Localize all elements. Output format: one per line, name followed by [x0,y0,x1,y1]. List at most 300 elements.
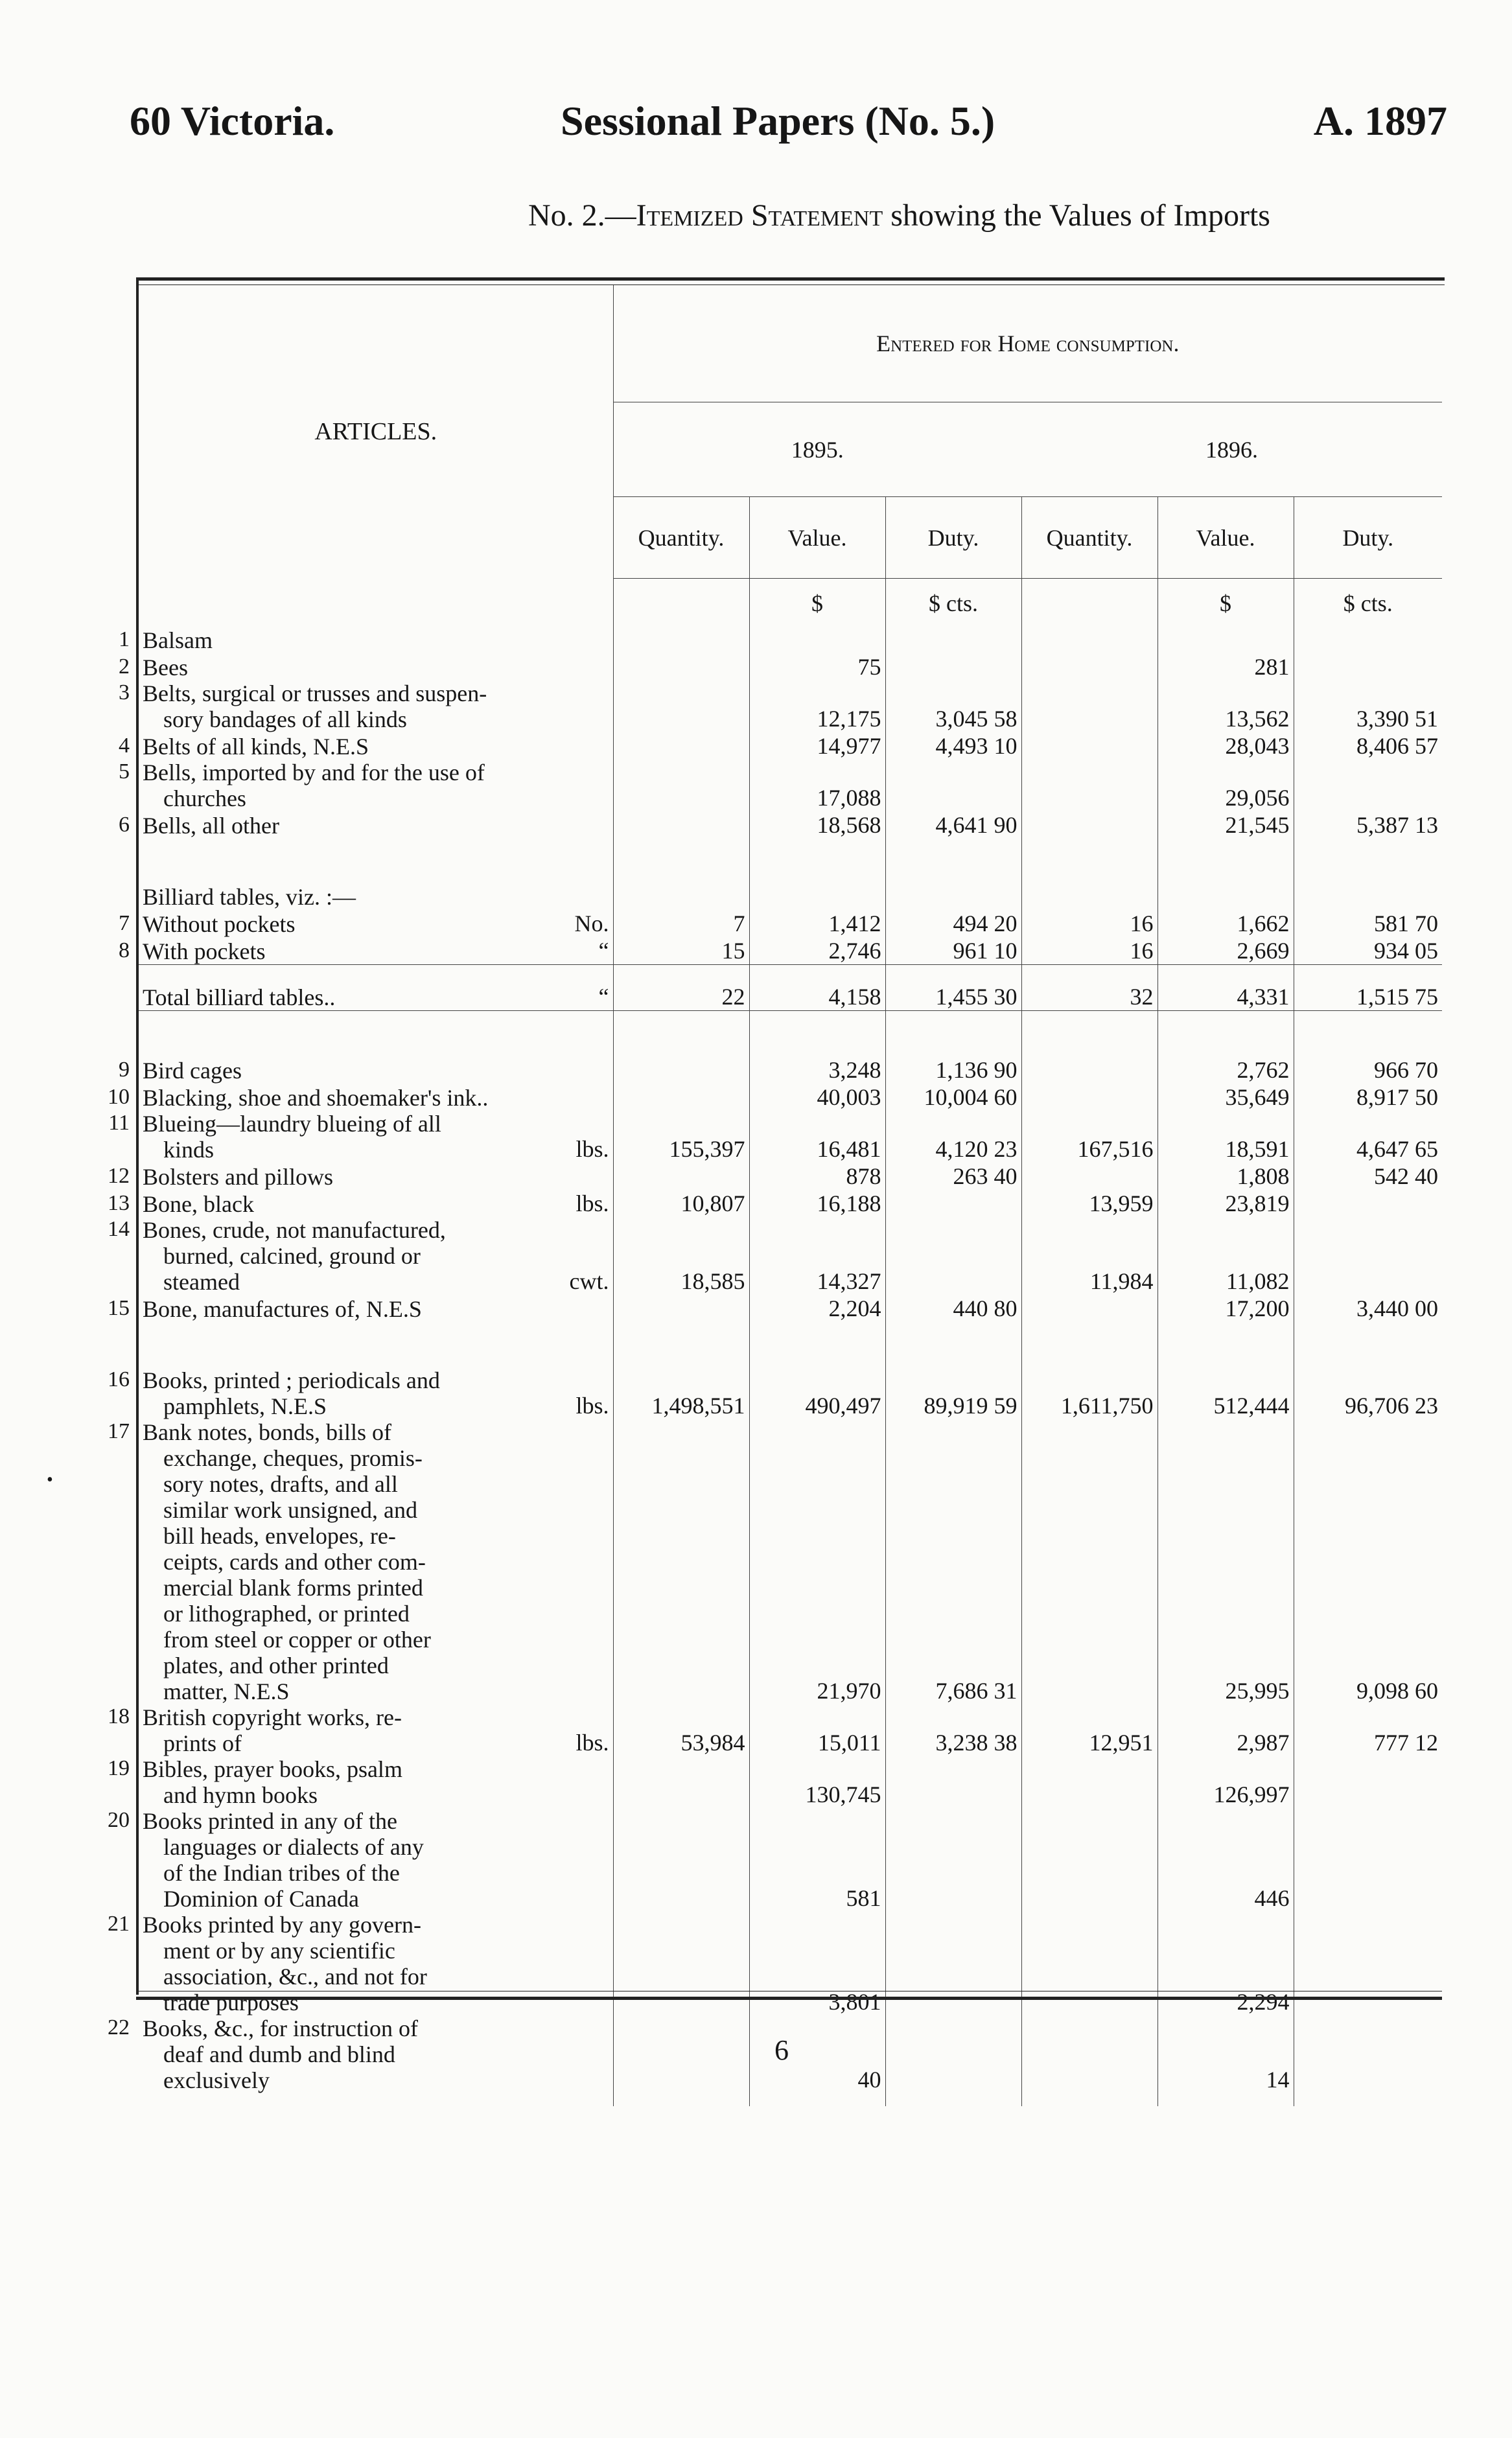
table-row [139,884,1442,910]
article-line: sory notes, drafts, and all [163,1471,398,1497]
row-number: 14 [108,1217,130,1241]
table-row [139,1808,1442,1912]
article-line: and hymn books [163,1782,318,1808]
cell-d96: 3,390 51 [1356,706,1439,732]
article-unit [541,653,613,680]
cell-v95: 581 [749,1808,885,1912]
article-name [139,1295,541,1322]
table-row [139,653,1442,680]
article-line: With pockets [143,938,266,964]
page-subtitle [528,198,1270,233]
article-line: prints of [163,1730,242,1756]
table-row [139,1190,1442,1217]
cell-q96 [1021,1056,1157,1084]
cell-d95 [885,653,1021,680]
margin-bullet-icon: • [47,1470,53,1490]
table-row [139,2015,1442,2093]
cell-d95 [885,1217,1021,1295]
article-unit: “ [541,937,613,965]
cell-v95: 40 [749,2015,885,2093]
cell-d95 [885,1756,1021,1808]
cell-v96: 126,997 [1157,1756,1294,1808]
table-row [139,811,1442,839]
cell-q95 [613,1295,749,1322]
cell-q95 [613,2015,749,2093]
article-line: exclusively [163,2067,270,2093]
article-line: Books printed in any of the [143,1808,397,1834]
table-row [139,732,1442,760]
unit-duty-1895: $ cts. [885,579,1021,628]
article-line: Bolsters and pillows [143,1164,333,1190]
cell-q96 [1021,680,1157,732]
row-number: 10 [108,1085,130,1109]
imports-table [139,285,1442,2106]
cell-v96: 28,043 [1157,732,1294,760]
article-name [139,1190,541,1217]
article-unit: lbs. [541,1367,613,1419]
article-line: of the Indian tribes of the [163,1860,400,1886]
article-line: trade purposes [163,1990,299,2015]
cell-q96 [1021,732,1157,760]
article-line: Bone, manufactures of, N.E.S [143,1296,422,1322]
cell-d95: 3,045 58 [885,680,1021,732]
article-line: pamphlets, N.E.S [163,1393,327,1419]
article-name [139,1704,541,1756]
cell-d95: 961 10 [885,937,1021,965]
row-number: 21 [108,1912,130,1936]
article-line: Total billiard tables.. [143,984,336,1010]
page-number: 6 [774,2034,789,2066]
article-line: Blacking, shoe and shoemaker's ink.. [143,1085,489,1111]
cell-q95 [613,627,749,653]
article-line: steamed [163,1269,240,1295]
article-line: Without pockets [143,911,296,937]
cell-q96 [1021,653,1157,680]
table-row [139,627,1442,653]
table-row [139,1912,1442,2015]
table-row [139,680,1442,732]
article-name [139,884,541,910]
cell-v95: 17,088 [749,760,885,811]
cell-q95 [613,1912,749,2015]
table-row [139,965,1442,1011]
article-line: Bees [143,655,188,680]
article-unit: lbs. [541,1111,613,1163]
cell-v95: 4,158 [749,965,885,1011]
cell-v95: 40,003 [749,1084,885,1111]
article-unit [541,732,613,760]
article-unit: lbs. [541,1190,613,1217]
cell-d96: 1,515 75 [1294,965,1442,1011]
cell-q95 [613,811,749,839]
cell-d96: 777 12 [1374,1730,1439,1756]
cell-d96 [1294,884,1442,910]
article-unit [541,1056,613,1084]
article-unit: “ [541,965,613,1011]
cell-q96 [1021,627,1157,653]
cell-v96: 25,995 [1157,1419,1294,1704]
unit-value-1896: $ [1157,579,1294,628]
article-line: matter, N.E.S [163,1678,290,1704]
cell-v96: 23,819 [1157,1190,1294,1217]
row-number: 19 [108,1756,130,1780]
cell-d96 [1294,1808,1442,1912]
cell-d95 [885,627,1021,653]
cell-q96: 16 [1021,937,1157,965]
row-number: 9 [119,1058,130,1082]
article-unit: No. [541,910,613,937]
table-row [139,1704,1442,1756]
article-line: Belts, surgical or trusses and suspen- [143,680,487,706]
cell-v95: 490,497 [749,1367,885,1419]
cell-v96: 2,987 [1157,1704,1294,1756]
spacer-row [139,1011,1442,1057]
cell-q95 [613,653,749,680]
cell-v95: 16,188 [749,1190,885,1217]
cell-q95 [613,760,749,811]
unit-duty-1896: $ cts. [1343,590,1393,616]
duty-1895-header: Duty. [885,497,1021,579]
cell-v95: 18,568 [749,811,885,839]
cell-q96: 32 [1021,965,1157,1011]
article-name [139,937,541,965]
cell-q95 [613,1756,749,1808]
article-unit [541,1295,613,1322]
article-unit [541,884,613,910]
cell-q96: 167,516 [1021,1111,1157,1163]
cell-v95 [749,884,885,910]
cell-q96 [1021,1163,1157,1190]
cell-q96 [1021,884,1157,910]
cell-q95 [613,1163,749,1190]
cell-v95: 21,970 [749,1419,885,1704]
cell-d95 [885,1808,1021,1912]
cell-v96: 1,662 [1157,910,1294,937]
cell-q96 [1021,811,1157,839]
article-name [139,1367,541,1419]
cell-v96: 281 [1157,653,1294,680]
cell-d96: 542 40 [1374,1163,1439,1189]
cell-q95: 18,585 [613,1217,749,1295]
cell-v96: 1,808 [1157,1163,1294,1190]
article-unit [541,1163,613,1190]
cell-d96: 3,440 00 [1356,1295,1439,1321]
subtitle-title: Itemized Statement [636,198,883,233]
cell-d95 [885,884,1021,910]
spacer-row [139,1322,1442,1367]
article-unit [541,1419,613,1704]
row-number: 16 [108,1367,130,1391]
cell-v96: 4,331 [1157,965,1294,1011]
table-row [139,1056,1442,1084]
row-number: 20 [108,1808,130,1832]
table-row [139,937,1442,965]
table-row [139,1163,1442,1190]
article-name [139,965,541,1011]
row-number: 2 [119,655,130,679]
cell-q96 [1021,1756,1157,1808]
article-unit [541,627,613,653]
cell-q95 [613,884,749,910]
cell-v96: 11,082 [1157,1217,1294,1295]
cell-d96: 5,387 13 [1356,812,1439,838]
table-row [139,910,1442,937]
article-line: Bells, imported by and for the use of [143,760,485,785]
cell-v96: 17,200 [1157,1295,1294,1322]
cell-d95: 4,493 10 [885,732,1021,760]
header-center: Sessional Papers (No. 5.) [561,98,995,144]
cell-d95: 263 40 [885,1163,1021,1190]
cell-d96: 8,917 50 [1356,1084,1439,1110]
cell-v96: 13,562 [1157,680,1294,732]
cell-v95 [749,627,885,653]
cell-q96 [1021,2015,1157,2093]
cell-v95: 3,801 [749,1912,885,2015]
table-row [139,1111,1442,1163]
cell-d96 [1294,627,1442,653]
article-line: ment or by any scientific [163,1938,395,1964]
cell-d95: 3,238 38 [885,1704,1021,1756]
cell-d95: 10,004 60 [885,1084,1021,1111]
cell-v96: 2,762 [1157,1056,1294,1084]
cell-d96 [1294,1756,1442,1808]
cell-d95: 89,919 59 [885,1367,1021,1419]
article-name [139,1056,541,1084]
cell-q95: 1,498,551 [613,1367,749,1419]
article-name [139,760,541,811]
article-line: Bank notes, bonds, bills of [143,1419,391,1445]
row-number: 12 [108,1164,130,1188]
cell-d96 [1294,760,1442,811]
unit-value-1895: $ [749,579,885,628]
cell-d95: 7,686 31 [885,1419,1021,1704]
cell-v95: 14,327 [749,1217,885,1295]
cell-q95 [613,1084,749,1111]
cell-d95 [885,760,1021,811]
cell-d95: 4,120 23 [885,1111,1021,1163]
article-name [139,2015,541,2093]
cell-q96: 16 [1021,910,1157,937]
article-line: from steel or copper or other [163,1627,431,1653]
article-line: Belts of all kinds, N.E.S [143,734,369,760]
article-unit [541,1084,613,1111]
table-row [139,1217,1442,1295]
cell-d95 [885,1190,1021,1217]
article-unit [541,1808,613,1912]
cell-q95: 10,807 [613,1190,749,1217]
cell-d96: 4,647 65 [1356,1136,1439,1162]
cell-d96 [1294,1190,1442,1217]
row-number: 1 [119,627,130,651]
cell-v95: 1,412 [749,910,885,937]
cell-q96: 12,951 [1021,1704,1157,1756]
cell-q95: 22 [613,965,749,1011]
article-line: Blueing—laundry blueing of all [143,1111,441,1137]
article-line: Bells, all other [143,813,279,839]
table-row [139,760,1442,811]
row-number: 13 [108,1191,130,1215]
article-line: sory bandages of all kinds [163,706,407,732]
article-line: bill heads, envelopes, re- [163,1523,396,1549]
article-line: similar work unsigned, and [163,1497,417,1523]
article-name [139,1756,541,1808]
article-line: or lithographed, or printed [163,1601,410,1627]
cell-q95 [613,680,749,732]
entered-header: Entered for Home consumption. [613,285,1442,402]
cell-v96: 512,444 [1157,1367,1294,1419]
article-line: deaf and dumb and blind [163,2041,395,2067]
article-line: Books, printed ; periodicals and [143,1367,440,1393]
row-number: 8 [119,938,130,962]
table-row [139,1367,1442,1419]
cell-v95: 16,481 [749,1111,885,1163]
article-name [139,627,541,653]
cell-q96: 13,959 [1021,1190,1157,1217]
article-line: exchange, cheques, promis- [163,1445,423,1471]
article-name [139,680,541,732]
quantity-1896-header: Quantity. [1021,497,1157,579]
cell-v95: 2,204 [749,1295,885,1322]
article-line: mercial blank forms printed [163,1575,423,1601]
subtitle-prefix: No. 2.— [528,198,636,233]
row-number: 7 [119,911,130,935]
article-name [139,811,541,839]
row-number: 5 [119,760,130,784]
header-left: 60 Victoria. [130,98,335,144]
article-unit: lbs. [541,1704,613,1756]
article-name [139,732,541,760]
article-line: Bird cages [143,1058,242,1084]
cell-v96: 29,056 [1157,760,1294,811]
row-number: 6 [119,813,130,837]
article-name [139,1419,541,1704]
article-line: Bones, crude, not manufactured, [143,1217,446,1243]
cell-v95: 130,745 [749,1756,885,1808]
table-row [139,1295,1442,1322]
cell-q96: 11,984 [1021,1217,1157,1295]
cell-d96: 9,098 60 [1356,1678,1439,1704]
article-line: Bibles, prayer books, psalm [143,1756,402,1782]
cell-v95: 2,746 [749,937,885,965]
article-unit [541,811,613,839]
cell-d95: 4,641 90 [885,811,1021,839]
articles-header: ARTICLES. [139,285,613,579]
cell-v96 [1157,884,1294,910]
article-name [139,1163,541,1190]
cell-d96: 966 70 [1374,1057,1439,1083]
cell-d96: 96,706 23 [1345,1393,1439,1419]
article-name [139,653,541,680]
cell-d96: 934 05 [1374,938,1439,964]
cell-q95 [613,1419,749,1704]
cell-v95: 15,011 [749,1704,885,1756]
cell-d95: 494 20 [885,910,1021,937]
cell-q96 [1021,760,1157,811]
article-unit [541,1756,613,1808]
row-number: 3 [119,680,130,704]
article-line: Bone, black [143,1191,254,1217]
article-line: British copyright works, re- [143,1704,402,1730]
year-1895-header: 1895. [613,402,1021,497]
cell-v95: 3,248 [749,1056,885,1084]
cell-v95: 75 [749,653,885,680]
cell-v96: 14 [1157,2015,1294,2093]
cell-v96 [1157,627,1294,653]
quantity-1895-header: Quantity. [613,497,749,579]
table-bottom-rule-thick [136,1997,1442,2000]
cell-q95: 155,397 [613,1111,749,1163]
cell-q96 [1021,1912,1157,2015]
cell-d95: 1,136 90 [885,1056,1021,1084]
cell-q96 [1021,1419,1157,1704]
cell-d95 [885,2015,1021,2093]
cell-v95: 878 [749,1163,885,1190]
cell-d96: 581 70 [1374,911,1439,936]
article-unit: cwt. [541,1217,613,1295]
cell-v96: 2,669 [1157,937,1294,965]
article-line: Dominion of Canada [163,1886,359,1912]
cell-q96 [1021,1084,1157,1111]
article-name [139,1808,541,1912]
article-line: Books printed by any govern- [143,1912,421,1938]
cell-v95: 12,175 [749,680,885,732]
duty-1896-header: Duty. [1294,497,1442,579]
subtitle-rest: showing the Values of Imports [890,198,1270,233]
value-1896-header: Value. [1157,497,1294,579]
cell-v96: 35,649 [1157,1084,1294,1111]
row-number: 17 [108,1419,130,1443]
table-row [139,1756,1442,1808]
article-line: languages or dialects of any [163,1834,424,1860]
article-unit [541,2015,613,2093]
article-line: kinds [163,1137,215,1163]
cell-d96 [1294,1912,1442,2015]
year-1896-header: 1896. [1021,402,1442,497]
cell-v95: 14,977 [749,732,885,760]
cell-d96 [1294,2015,1442,2093]
cell-d96 [1294,653,1442,680]
cell-q95: 7 [613,910,749,937]
row-number: 15 [108,1296,130,1320]
row-number: 11 [108,1111,130,1135]
article-unit [541,1912,613,2015]
table-body [139,579,1442,2107]
cell-d96: 8,406 57 [1356,733,1439,759]
article-line: Balsam [143,627,213,653]
article-name [139,1912,541,2015]
cell-q95 [613,1808,749,1912]
cell-q95: 15 [613,937,749,965]
table-row [139,1084,1442,1111]
cell-d96 [1294,1217,1442,1295]
article-line: Billiard tables, viz. :— [143,884,356,910]
cell-v96: 21,545 [1157,811,1294,839]
cell-d95: 440 80 [885,1295,1021,1322]
article-name [139,1111,541,1163]
spacer-row [139,839,1442,884]
article-line: association, &c., and not for [163,1964,427,1990]
article-name [139,910,541,937]
header-right: A. 1897 [1313,98,1447,144]
cell-v96: 18,591 [1157,1111,1294,1163]
cell-d95 [885,1912,1021,2015]
cell-q95: 53,984 [613,1704,749,1756]
cell-q96 [1021,1295,1157,1322]
cell-v96: 446 [1157,1808,1294,1912]
article-unit [541,760,613,811]
cell-d95: 1,455 30 [885,965,1021,1011]
cell-q95 [613,732,749,760]
